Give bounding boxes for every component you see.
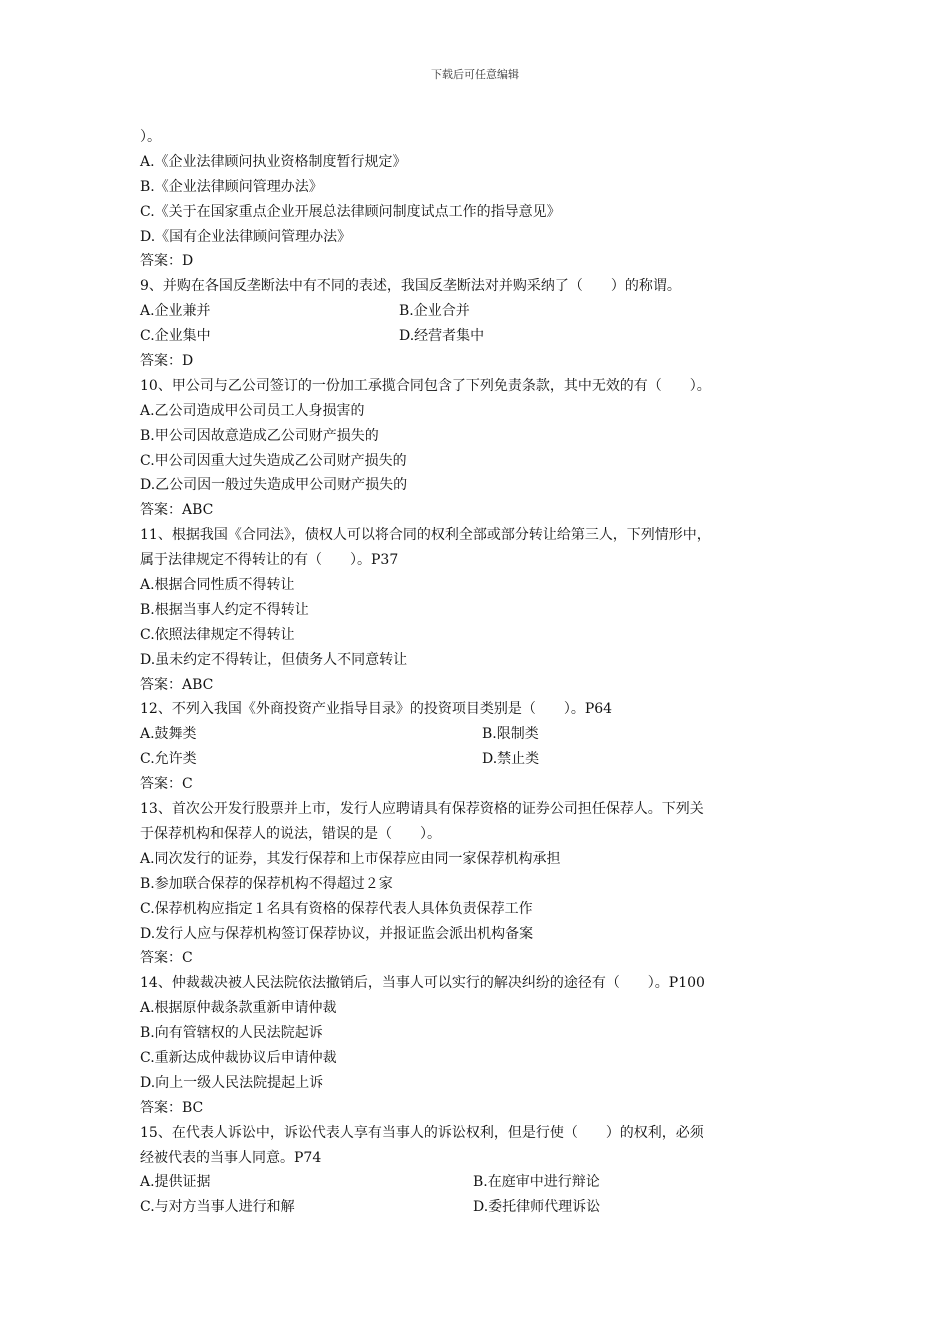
q8-option-b: B.《企业法律顾问管理办法》	[140, 178, 323, 195]
q11-option-d: D.虽未约定不得转让，但债务人不同意转让	[140, 651, 408, 668]
q14-stem: 14、仲裁裁决被人民法院依法撤销后，当事人可以实行的解决纠纷的途径有（ ）。P100	[140, 975, 705, 992]
q9-option-c: C.企业集中	[140, 328, 211, 345]
q12-option-b: B.限制类	[482, 726, 539, 743]
q9-options-row-1	[140, 299, 840, 324]
q8-option-a: A.《企业法律顾问执业资格制度暂行规定》	[140, 153, 407, 170]
q10-option-a: A.乙公司造成甲公司员工人身损害的	[140, 402, 365, 419]
q13-stem-line-2: 于保荐机构和保荐人的说法，错误的是（ ）。	[140, 825, 441, 842]
q15-option-a: A.提供证据	[140, 1174, 211, 1191]
q10-stem: 10、甲公司与乙公司签订的一份加工承揽合同包含了下列免责条款，其中无效的有（ ）。	[140, 377, 711, 394]
q14-option-c: C.重新达成仲裁协议后申请仲裁	[140, 1049, 337, 1066]
q15-stem-line-2: 经被代表的当事人同意。P74	[140, 1149, 322, 1166]
q14-option-a: A.根据原仲裁条款重新申请仲裁	[140, 1000, 337, 1017]
q12-options-row-2	[140, 747, 840, 772]
q13-option-c: C.保荐机构应指定１名具有资格的保荐代表人具体负责保荐工作	[140, 900, 533, 917]
q9-answer: 答案：D	[140, 353, 194, 370]
q8-stem-tail: ）。	[140, 129, 161, 145]
q15-option-d: D.委托律师代理诉讼	[473, 1199, 601, 1216]
q13-answer: 答案：C	[140, 950, 193, 967]
q11-option-c: C.依照法律规定不得转让	[140, 626, 295, 643]
q12-options-row-1	[140, 722, 840, 747]
q12-stem: 12、不列入我国《外商投资产业指导目录》的投资项目类别是（ ）。P64	[140, 701, 613, 718]
q12-option-d: D.禁止类	[482, 751, 540, 768]
q13-option-a: A.同次发行的证券，其发行保荐和上市保荐应由同一家保荐机构承担	[140, 850, 561, 867]
q14-option-d: D.向上一级人民法院提起上诉	[140, 1074, 324, 1091]
q10-option-b: B.甲公司因故意造成乙公司财产损失的	[140, 427, 379, 444]
q10-option-d: D.乙公司因一般过失造成甲公司财产损失的	[140, 477, 408, 494]
q9-stem: 9、并购在各国反垄断法中有不同的表述，我国反垄断法对并购采纳了（ ）的称谓。	[140, 278, 681, 295]
q12-option-a: A.鼓舞类	[140, 726, 197, 743]
q11-stem-line-1: 11、根据我国《合同法》，债权人可以将合同的权利全部或部分转让给第三人，下列情形中，	[140, 527, 711, 544]
q10-answer: 答案：ABC	[140, 502, 214, 519]
q11-option-b: B.根据当事人约定不得转让	[140, 601, 309, 618]
q11-option-a: A.根据合同性质不得转让	[140, 577, 295, 594]
q13-option-d: D.发行人应与保荐机构签订保荐协议，并报证监会派出机构备案	[140, 925, 534, 942]
q8-option-c: C.《关于在国家重点企业开展总法律顾问制度试点工作的指导意见》	[140, 203, 561, 220]
q9-option-d: D.经营者集中	[399, 328, 485, 345]
q15-options-row-1	[140, 1170, 840, 1195]
q9-option-a: A.企业兼并	[140, 303, 211, 320]
q13-option-b: B.参加联合保荐的保荐机构不得超过２家	[140, 875, 393, 892]
q14-answer: 答案：BC	[140, 1099, 204, 1116]
document-body	[140, 125, 840, 1220]
q11-answer: 答案：ABC	[140, 676, 214, 693]
page-header: 下载后可任意编辑	[431, 68, 519, 81]
q8-option-d: D.《国有企业法律顾问管理办法》	[140, 228, 352, 245]
q15-options-row-2	[140, 1195, 840, 1220]
q14-option-b: B.向有管辖权的人民法院起诉	[140, 1025, 323, 1042]
q15-stem-line-1: 15、在代表人诉讼中，诉讼代表人享有当事人的诉讼权利，但是行使（ ）的权利，必须	[140, 1124, 704, 1141]
q13-stem-line-1: 13、首次公开发行股票并上市，发行人应聘请具有保荐资格的证券公司担任保荐人。下列关	[140, 801, 704, 818]
q9-option-b: B.企业合并	[399, 303, 470, 320]
q9-options-row-2	[140, 324, 840, 349]
q15-option-b: B.在庭审中进行辩论	[473, 1174, 600, 1191]
q12-option-c: C.允许类	[140, 751, 197, 768]
q10-option-c: C.甲公司因重大过失造成乙公司财产损失的	[140, 452, 407, 469]
q12-answer: 答案：C	[140, 776, 193, 793]
q11-stem-line-2: 属于法律规定不得转让的有（ ）。P37	[140, 552, 399, 569]
q15-option-c: C.与对方当事人进行和解	[140, 1199, 295, 1216]
q8-answer: 答案：D	[140, 253, 194, 270]
